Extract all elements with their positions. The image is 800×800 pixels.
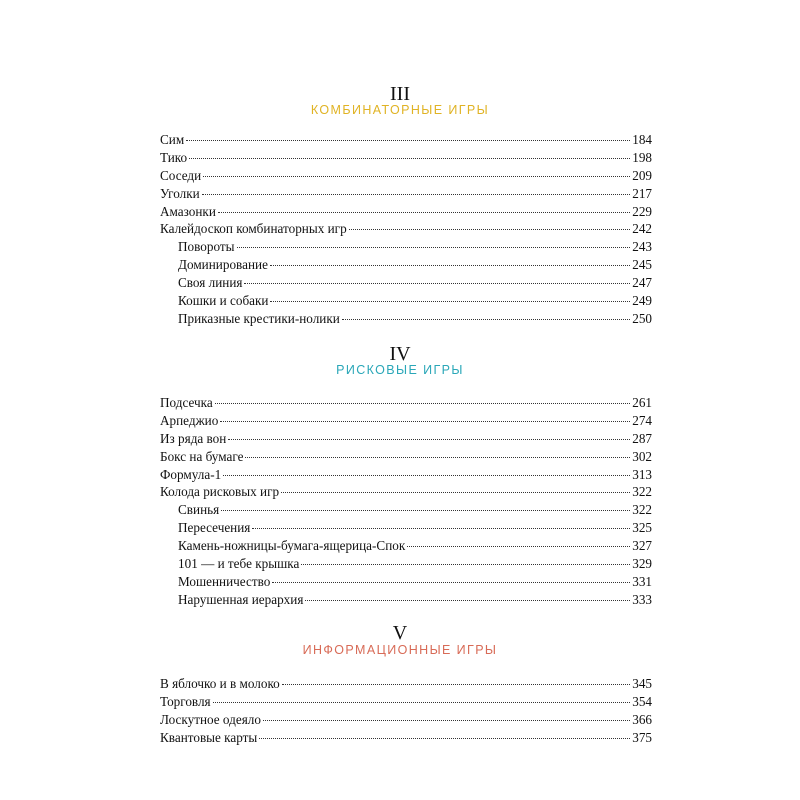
toc-entry[interactable] <box>160 185 652 203</box>
toc-entry[interactable] <box>160 711 652 729</box>
toc-entry-page: 331 <box>632 573 652 589</box>
toc-entry[interactable] <box>160 483 652 501</box>
dot-leader <box>244 283 630 284</box>
toc-entry-page: 184 <box>632 132 652 147</box>
toc-entry-title: Свинья <box>178 502 220 518</box>
toc-entry-page: 261 <box>632 395 652 410</box>
toc-subentry[interactable] <box>160 501 652 519</box>
toc-entry[interactable] <box>160 167 652 185</box>
toc-entry-page: 274 <box>632 412 652 428</box>
toc-entry-page: 345 <box>632 676 652 691</box>
toc-entry-page: 249 <box>632 293 652 309</box>
toc-entry-page: 209 <box>632 167 652 183</box>
dot-leader <box>213 702 631 703</box>
dot-leader <box>342 319 630 320</box>
toc-entry[interactable] <box>160 394 652 412</box>
toc-entry-page: 242 <box>632 221 652 237</box>
toc-subentry[interactable] <box>160 519 652 537</box>
dot-leader <box>272 582 630 583</box>
dot-leader <box>203 176 630 177</box>
toc-entry[interactable] <box>160 729 652 747</box>
toc-entry-page: 302 <box>632 448 652 464</box>
section-numeral-iii: III <box>390 83 410 105</box>
toc-entry-title: Уголки <box>160 185 200 201</box>
toc-entry-page: 198 <box>632 149 652 165</box>
toc-entry[interactable] <box>160 693 652 711</box>
dot-leader <box>218 212 630 213</box>
dot-leader <box>220 421 630 422</box>
section-numeral-v: V <box>392 622 408 644</box>
toc-subentry[interactable] <box>160 256 652 274</box>
toc-entry[interactable] <box>160 466 652 484</box>
toc-entry-title: Повороты <box>178 239 235 255</box>
dot-leader <box>252 528 630 529</box>
toc-subentry[interactable] <box>160 591 652 609</box>
dot-leader <box>245 457 630 458</box>
dot-leader <box>270 265 630 266</box>
toc-entry-page: 322 <box>632 484 652 500</box>
toc-entry-title: Торговля <box>160 693 211 709</box>
toc-entry-page: 325 <box>632 520 652 536</box>
toc-entry-title: Кошки и собаки <box>178 293 269 309</box>
toc-entry-title: Сим <box>160 132 185 147</box>
toc-entry-page: 354 <box>632 693 652 709</box>
dot-leader <box>259 738 630 739</box>
dot-leader <box>223 475 630 476</box>
dot-leader <box>281 492 630 493</box>
toc-subentry[interactable] <box>160 310 652 328</box>
toc-entry-page: 375 <box>632 729 652 745</box>
toc-entry-title: В яблочко и в молоко <box>160 676 280 691</box>
toc-entry-title: Своя линия <box>178 275 243 291</box>
toc-entry-page: 287 <box>632 430 652 446</box>
section-title-risky: РИСКОВЫЕ ИГРЫ <box>336 363 464 377</box>
toc-entry-page: 217 <box>632 185 652 201</box>
toc-entry-title: Нарушенная иерархия <box>178 591 304 607</box>
toc-entry-title: Арпеджио <box>160 412 219 428</box>
section-numeral-iv: IV <box>389 343 411 365</box>
dot-leader <box>228 439 630 440</box>
toc-list-combinatorial <box>160 131 652 328</box>
toc-entry-title: Соседи <box>160 167 202 183</box>
toc-entry-title: Доминирование <box>178 257 268 273</box>
dot-leader <box>263 720 630 721</box>
toc-entry-page: 247 <box>632 275 652 291</box>
dot-leader <box>349 229 631 230</box>
toc-entry-page: 250 <box>632 310 652 326</box>
toc-entry-page: 245 <box>632 257 652 273</box>
toc-list-information <box>160 675 652 747</box>
toc-entry-page: 333 <box>632 591 652 607</box>
toc-entry-title: Подсечка <box>160 395 213 410</box>
toc-entry[interactable] <box>160 149 652 167</box>
toc-entry-title: Из ряда вон <box>160 430 227 446</box>
dot-leader <box>282 684 630 685</box>
toc-entry-page: 329 <box>632 556 652 572</box>
toc-entry[interactable] <box>160 430 652 448</box>
toc-entry[interactable] <box>160 448 652 466</box>
dot-leader <box>186 140 630 141</box>
dot-leader <box>215 403 631 404</box>
toc-entry-page: 327 <box>632 538 652 554</box>
toc-entry-title: Колода рисковых игр <box>160 484 280 500</box>
toc-entry[interactable] <box>160 412 652 430</box>
dot-leader <box>221 510 630 511</box>
toc-entry[interactable] <box>160 131 652 149</box>
toc-subentry[interactable] <box>160 274 652 292</box>
toc-entry-title: Тико <box>160 149 188 165</box>
dot-leader <box>202 194 630 195</box>
toc-entry[interactable] <box>160 203 652 221</box>
toc-entry-title: Лоскутное одеяло <box>160 711 261 727</box>
dot-leader <box>305 600 630 601</box>
section-title-information: ИНФОРМАЦИОННЫЕ ИГРЫ <box>302 643 498 657</box>
toc-entry-title: Пересечения <box>178 520 251 536</box>
toc-subentry[interactable] <box>160 555 652 573</box>
dot-leader <box>301 564 630 565</box>
toc-entry-title: 101 — и тебе крышка <box>178 556 300 572</box>
section-title-combinatorial: КОМБИНАТОРНЫЕ ИГРЫ <box>310 103 490 117</box>
dot-leader <box>189 158 630 159</box>
toc-subentry[interactable] <box>160 537 652 555</box>
toc-entry-title: Мошенничество <box>178 573 271 589</box>
toc-entry-page: 366 <box>632 711 652 727</box>
toc-list-risky <box>160 394 652 609</box>
toc-subentry[interactable] <box>160 238 652 256</box>
toc-entry-title: Бокс на бумаге <box>160 448 244 464</box>
toc-entry-title: Калейдоскоп комбинаторных игр <box>160 221 347 237</box>
toc-entry-title: Квантовые карты <box>160 729 258 745</box>
toc-entry-page: 229 <box>632 203 652 219</box>
dot-leader <box>407 546 630 547</box>
toc-subentry[interactable] <box>160 573 652 591</box>
toc-entry-title: Приказные крестики-нолики <box>178 310 340 326</box>
toc-entry-title: Амазонки <box>160 203 216 219</box>
toc-entry[interactable] <box>160 220 652 238</box>
toc-entry[interactable] <box>160 675 652 693</box>
toc-entry-page: 322 <box>632 502 652 518</box>
dot-leader <box>237 247 631 248</box>
toc-entry-page: 243 <box>632 239 652 255</box>
toc-entry-title: Камень-ножницы-бумага-ящерица-Спок <box>178 538 406 554</box>
toc-subentry[interactable] <box>160 292 652 310</box>
toc-entry-page: 313 <box>632 466 652 482</box>
dot-leader <box>270 301 630 302</box>
toc-entry-title: Формула-1 <box>160 466 222 482</box>
